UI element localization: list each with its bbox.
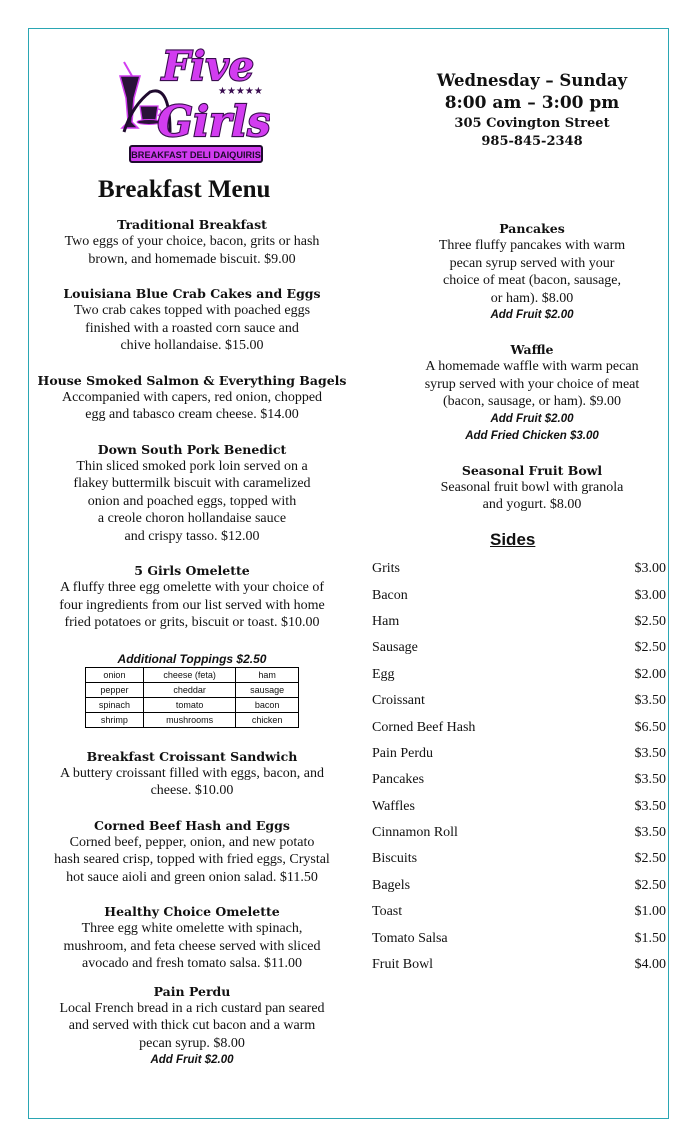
sides-title: Sides	[490, 530, 536, 549]
topping-cell: ham	[236, 667, 299, 682]
menu-item-name: Down South Pork Benedict	[97, 441, 287, 457]
side-item-name: Pancakes	[372, 772, 425, 788]
menu-item-description: and crispy tasso. $12.00	[124, 528, 260, 544]
side-item-name: Waffles	[372, 798, 415, 814]
side-item	[372, 582, 666, 608]
menu-item-description: flakey buttermilk biscuit with caramelized	[73, 476, 311, 491]
side-item-name: Tomato Salsa	[372, 930, 448, 946]
menu-item-description: Thin sliced smoked pork loin served on a	[76, 458, 308, 474]
menu-item-addon: Add Fruit $2.00	[490, 309, 574, 321]
side-item-name: Grits	[372, 561, 400, 577]
right-column	[392, 220, 672, 514]
topping-cell: spinach	[86, 697, 144, 712]
menu-item-name: Traditional Breakfast	[117, 217, 267, 232]
menu-item-description: and yogurt. $8.00	[482, 497, 582, 512]
side-item	[372, 609, 666, 635]
side-item-price: $1.50	[634, 930, 666, 946]
address: 305 Covington Street	[454, 116, 610, 131]
side-item-name: Biscuits	[372, 851, 418, 867]
menu-item-description: A fluffy three egg omelette with your choice of	[59, 580, 325, 595]
side-item	[372, 767, 666, 793]
open-days: Wednesday – Sunday	[436, 71, 628, 90]
menu-item-description: Three egg white omelette with spinach,	[81, 921, 303, 936]
side-item-price: $3.50	[634, 825, 666, 841]
side-item-price: $3.50	[634, 798, 666, 814]
topping-cell: onion	[86, 667, 144, 682]
topping-cell: bacon	[236, 697, 299, 712]
menu-item-name: Healthy Choice Omelette	[104, 904, 280, 919]
topping-cell: pepper	[86, 682, 144, 697]
menu-item-description: (bacon, sausage, or ham). $9.00	[442, 394, 622, 409]
topping-cell: cheddar	[143, 682, 235, 697]
menu-item-name: Waffle	[510, 342, 554, 357]
side-item	[372, 873, 666, 899]
hours-block	[392, 70, 672, 150]
side-item-price: $3.50	[634, 772, 666, 788]
menu-item-description: hot sauce aioli and green onion salad. $11.50	[66, 869, 318, 885]
side-item-name: Toast	[372, 904, 403, 920]
menu-item-description: hash seared crisp, topped with fried eggs, Crystal	[54, 852, 330, 867]
side-item-price: $4.00	[634, 957, 666, 973]
page-title: Breakfast Menu	[98, 176, 271, 203]
side-item-price: $1.00	[634, 904, 666, 920]
side-item-price: $2.50	[634, 640, 666, 656]
side-item	[372, 846, 666, 872]
menu-item	[32, 983, 352, 1070]
topping-cell: shrimp	[86, 712, 144, 727]
stars-decoration: ★★★★★	[218, 86, 263, 97]
menu-item-description: chive hollandaise. $15.00	[120, 338, 264, 353]
svg-text:Five: Five	[161, 43, 255, 90]
toppings-table	[85, 667, 299, 728]
side-item-price: $3.50	[634, 745, 666, 761]
menu-item-name: Corned Beef Hash and Eggs	[94, 817, 290, 833]
side-item-name: Bacon	[372, 587, 408, 603]
side-item-price: $6.50	[634, 719, 666, 735]
menu-item-description: finished with a roasted corn sauce and	[85, 320, 299, 336]
side-item-name: Ham	[372, 613, 400, 629]
side-item-price: $2.00	[634, 666, 666, 682]
menu-item	[32, 748, 352, 800]
menu-item-description: fried potatoes or grits, biscuit or toast. $10.00	[64, 615, 320, 630]
toppings-row	[86, 697, 299, 712]
sides-list	[372, 556, 666, 978]
menu-item	[32, 441, 352, 546]
side-item-name: Bagels	[372, 877, 411, 893]
menu-item-description: avocado and fresh tomato salsa. $11.00	[82, 956, 302, 971]
menu-item	[392, 462, 672, 514]
side-item	[372, 925, 666, 951]
side-item	[372, 662, 666, 688]
topping-cell: mushrooms	[143, 712, 235, 727]
menu-item-description: Corned beef, pepper, onion, and new potato	[69, 834, 315, 850]
menu-item-description: Three fluffy pancakes with warm	[438, 238, 626, 253]
menu-item-description: four ingredients from our list served with home	[59, 597, 325, 613]
menu-item	[32, 562, 352, 632]
side-item-name: Croissant	[372, 693, 425, 709]
topping-cell: chicken	[236, 712, 299, 727]
menu-item-description: egg and tabasco cream cheese. $14.00	[85, 407, 299, 422]
side-item	[372, 820, 666, 846]
menu-item	[392, 220, 672, 324]
toppings-row	[86, 712, 299, 727]
side-item-price: $2.50	[634, 877, 666, 893]
menu-item-name: Louisiana Blue Crab Cakes and Eggs	[63, 286, 321, 301]
side-item	[372, 899, 666, 925]
side-item	[372, 556, 666, 582]
toppings-row	[86, 667, 299, 682]
menu-item-name: Breakfast Croissant Sandwich	[86, 748, 298, 764]
menu-item	[32, 216, 352, 268]
menu-item	[392, 341, 672, 445]
side-item	[372, 635, 666, 661]
open-hours: 8:00 am – 3:00 pm	[444, 93, 620, 113]
menu-item-description: choice of meat (bacon, sausage,	[442, 273, 622, 288]
side-item-name: Pain Perdu	[372, 745, 434, 761]
menu-item	[32, 285, 352, 355]
menu-item-description: A buttery croissant filled with eggs, bacon, and	[60, 765, 324, 781]
menu-item	[32, 903, 352, 973]
svg-text:BREAKFAST DELI DAIQUIRIS: BREAKFAST DELI DAIQUIRIS	[131, 150, 261, 160]
side-item-price: $2.50	[634, 613, 666, 629]
logo-graphic	[110, 36, 270, 166]
side-item-name: Fruit Bowl	[372, 957, 434, 973]
side-item-price: $3.00	[634, 561, 666, 577]
side-item-price: $3.50	[634, 693, 666, 709]
menu-item-description: and served with thick cut bacon and a warm	[68, 1018, 316, 1033]
menu-item-description: Seasonal fruit bowl with granola	[440, 479, 624, 495]
side-item-name: Corned Beef Hash	[372, 719, 476, 735]
topping-cell: sausage	[236, 682, 299, 697]
side-item	[372, 688, 666, 714]
menu-item-addon: Add Fried Chicken $3.00	[465, 429, 599, 442]
side-item-name: Cinnamon Roll	[372, 825, 458, 841]
menu-item-name: 5 Girls Omelette	[134, 563, 250, 578]
menu-item-description: Two eggs of your choice, bacon, grits or hash	[64, 234, 320, 249]
additional-toppings	[85, 652, 299, 728]
menu-item-description: A homemade waffle with warm pecan	[425, 359, 639, 374]
menu-item-addon: Add Fruit $2.00	[150, 1054, 234, 1066]
side-item	[372, 714, 666, 740]
menu-item-name: Seasonal Fruit Bowl	[461, 462, 603, 478]
menu-item-addon: Add Fruit $2.00	[490, 412, 574, 425]
menu-item-description: pecan syrup. $8.00	[139, 1035, 245, 1051]
menu-item-description: pecan syrup served with your	[449, 255, 615, 271]
menu-item-name: House Smoked Salmon & Everything Bagels	[37, 372, 347, 388]
topping-cell: cheese (feta)	[143, 667, 235, 682]
toppings-row	[86, 682, 299, 697]
side-item-price: $2.50	[634, 851, 666, 867]
menu-item-description: Accompanied with capers, red onion, chopped	[61, 389, 323, 405]
menu-item-name: Pain Perdu	[153, 983, 231, 999]
topping-cell: tomato	[143, 697, 235, 712]
menu-item-description: syrup served with your choice of meat	[424, 376, 640, 392]
side-item-price: $3.00	[634, 587, 666, 603]
toppings-title: Additional Toppings $2.50	[117, 651, 267, 666]
menu-item	[32, 817, 352, 887]
menu-item-description: mushroom, and feta cheese served with sliced	[63, 938, 321, 954]
side-item-name: Egg	[372, 666, 395, 682]
side-item	[372, 794, 666, 820]
svg-text:Girls: Girls	[157, 97, 270, 146]
side-item-name: Sausage	[372, 640, 418, 656]
menu-item-description: Local French bread in a rich custard pan seared	[59, 1000, 325, 1016]
five-girls-logo	[110, 36, 270, 166]
menu-item-description: cheese. $10.00	[150, 783, 234, 798]
menu-item	[32, 372, 352, 424]
left-column	[32, 216, 352, 1069]
menu-item-description: brown, and homemade biscuit. $9.00	[88, 251, 296, 267]
menu-item-description: onion and poached eggs, topped with	[87, 493, 297, 509]
menu-item-name: Pancakes	[499, 221, 565, 236]
phone-number: 985-845-2348	[481, 134, 583, 149]
menu-item-description: a creole choron hollandaise sauce	[97, 511, 287, 526]
side-item	[372, 952, 666, 978]
menu-item-description: or ham). $8.00	[490, 290, 574, 306]
side-item	[372, 741, 666, 767]
menu-item-description: Two crab cakes topped with poached eggs	[73, 303, 311, 318]
